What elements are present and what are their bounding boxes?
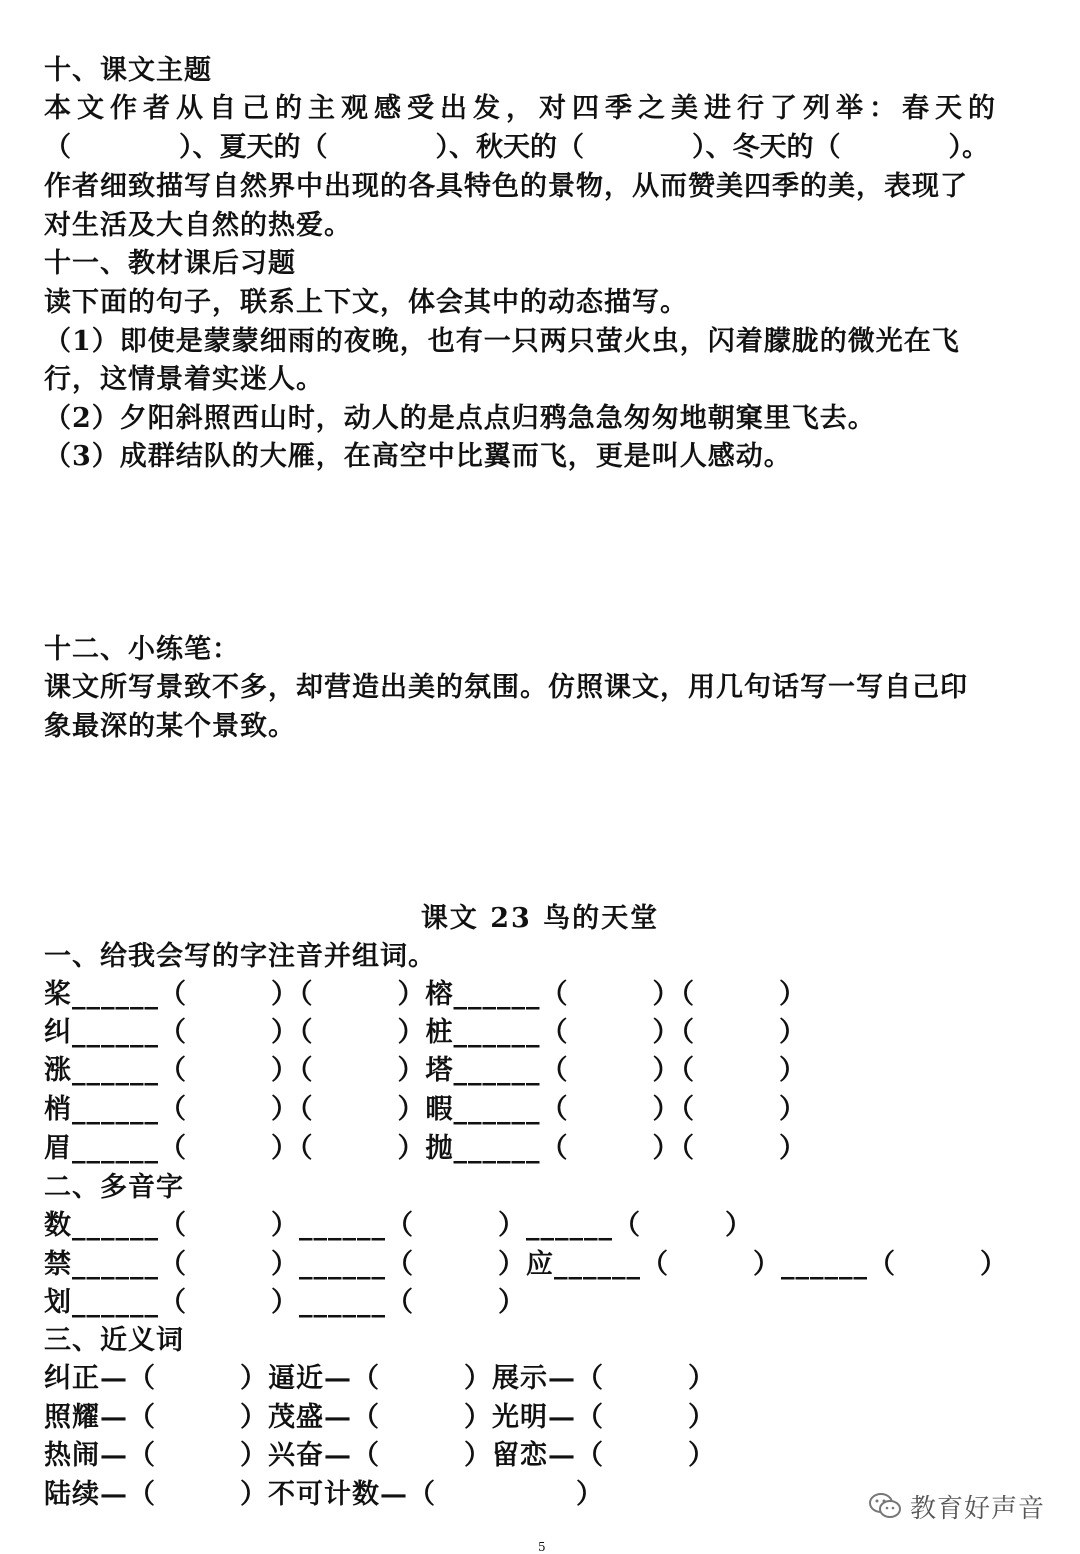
synonym-row: 纠正—（ ）逼近—（ ）展示—（ ） (44, 1363, 716, 1394)
section-11-heading: 十一、教材课后习题 (44, 248, 296, 279)
section-12-heading: 十二、小练笔： (44, 634, 240, 665)
wechat-icon (868, 1492, 902, 1520)
char-row: 桨______（ ）（ ）榕______（ ）（ ） (44, 979, 807, 1010)
section-10-heading: 十、课文主题 (44, 55, 212, 86)
polyphone-row: 禁______（ ）______（ ）应______（ ）______（ ） (44, 1249, 1008, 1280)
question-line: （1）即使是蒙蒙细雨的夜晚，也有一只两只萤火虫，闪着朦胧的微光在飞 (44, 326, 960, 357)
char-row: 眉______（ ）（ ）抛______（ ）（ ） (44, 1133, 807, 1164)
text-line: 课文所写景致不多，却营造出美的氛围。仿照课文，用几句话写一写自己印 (44, 672, 968, 703)
watermark (868, 1486, 1045, 1526)
text-line: 读下面的句子，联系上下文，体会其中的动态描写。 (44, 287, 688, 318)
polyphone-row: 数______（ ）______（ ）______（ ） (44, 1210, 753, 1241)
exercise-2-heading: 二、多音字 (44, 1172, 184, 1203)
polyphone-row: 划______（ ）______（ ） (44, 1287, 526, 1318)
question-line: 行，这情景着实迷人。 (44, 364, 324, 395)
synonym-row: 热闹—（ ）兴奋—（ ）留恋—（ ） (44, 1440, 716, 1471)
char-row: 梢______（ ）（ ）暇______（ ）（ ） (44, 1094, 807, 1125)
text-line: 本文作者从自己的主观感受出发，对四季之美进行了列举：春天的 (44, 93, 1001, 124)
synonym-row: 陆续—（ ）不可计数—（ ） (44, 1479, 604, 1510)
lesson-title: 课文 23 鸟的天堂 (420, 903, 660, 934)
question-line: （2）夕阳斜照西山时，动人的是点点归鸦急急匆匆地朝窠里飞去。 (44, 403, 876, 434)
text-line: 作者细致描写自然界中出现的各具特色的景物，从而赞美四季的美，表现了 (44, 171, 968, 202)
watermark-text: 教育好声音 (910, 1493, 1046, 1524)
char-row: 纠______（ ）（ ）桩______（ ）（ ） (44, 1017, 807, 1048)
fill-blank-line: （ ）、夏天的（ ）、秋天的（ ）、冬天的（ ）。 (44, 132, 989, 163)
synonym-row: 照耀—（ ）茂盛—（ ）光明—（ ） (44, 1402, 716, 1433)
text-line: 象最深的某个景致。 (44, 711, 296, 742)
page-number: 5 (538, 1540, 546, 1554)
exercise-1-heading: 一、给我会写的字注音并组词。 (44, 941, 436, 972)
exercise-3-heading: 三、近义词 (44, 1325, 184, 1356)
question-line: （3）成群结队的大雁，在高空中比翼而飞，更是叫人感动。 (44, 441, 792, 472)
char-row: 涨______（ ）（ ）塔______（ ）（ ） (44, 1055, 807, 1086)
text-line: 对生活及大自然的热爱。 (44, 210, 352, 241)
